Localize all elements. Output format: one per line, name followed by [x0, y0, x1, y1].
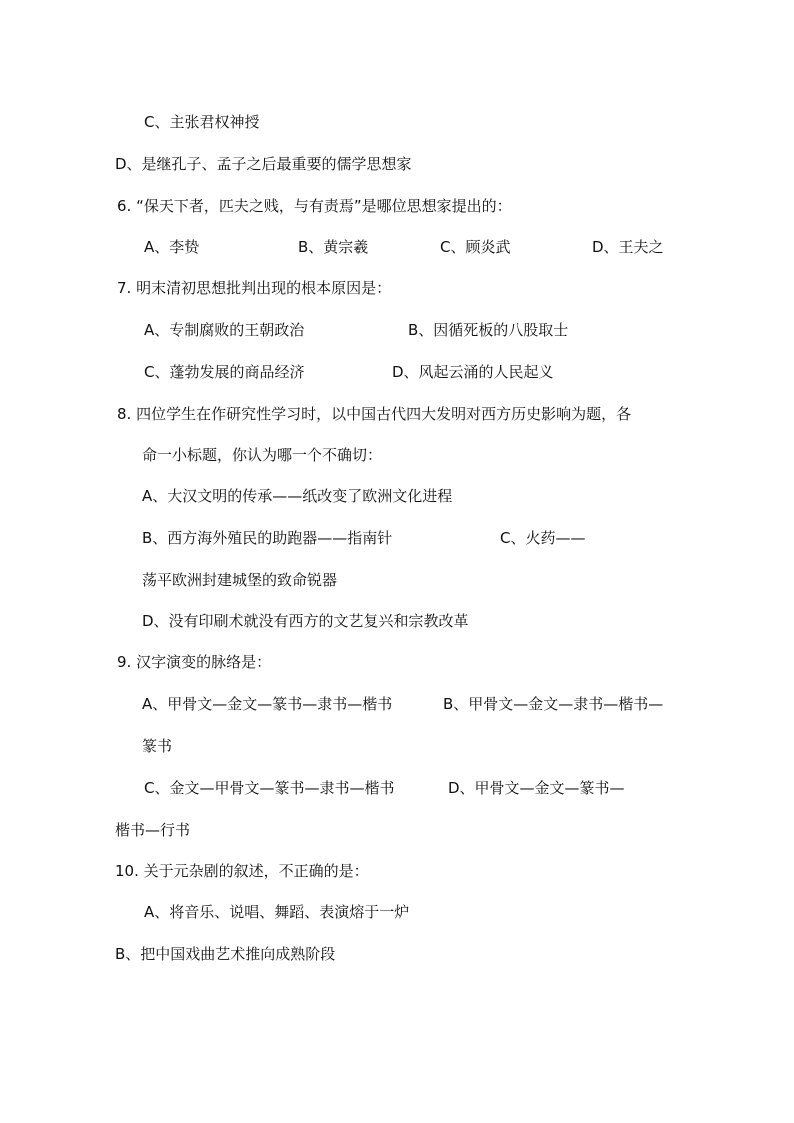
question-9: 9. 汉字演变的脉络是：	[117, 653, 272, 671]
option-a-q7: A、专制腐败的王朝政治	[144, 321, 305, 339]
option-b-q9: B、甲骨文—金文—隶书—楷书—	[443, 695, 664, 713]
question-8: 8. 四位学生在作研究性学习时，以中国古代四大发明对西方历史影响为题，各	[117, 405, 632, 423]
option-a-q8: A、大汉文明的传承——纸改变了欧洲文化进程	[142, 487, 453, 505]
option-d-q9: D、甲骨文—金文—篆书—	[448, 779, 625, 797]
option-d-q7: D、风起云涌的人民起义	[392, 363, 554, 381]
option-d-q6: D、王夫之	[592, 238, 664, 256]
option-d-q8: D、没有印刷术就没有西方的文艺复兴和宗教改革	[142, 612, 469, 630]
option-a-q9: A、甲骨文—金文—篆书—隶书—楷书	[142, 695, 393, 713]
option-b-q10: B、把中国戏曲艺术推向成熟阶段	[115, 945, 336, 963]
option-b-q7: B、因循死板的八股取士	[408, 321, 569, 339]
option-c-q9: C、金文—甲骨文—篆书—隶书—楷书	[144, 779, 395, 797]
option-c-q6: C、顾炎武	[440, 238, 511, 256]
option-b-q9-continued: 篆书	[142, 737, 173, 755]
question-10: 10. 关于元杂剧的叙述，不正确的是：	[115, 862, 369, 880]
option-b-q6: B、黄宗羲	[298, 238, 369, 256]
option-c-q7: C、蓬勃发展的商品经济	[144, 363, 305, 381]
option-a-q6: A、李贽	[144, 238, 200, 256]
option-b-q8: B、西方海外殖民的助跑器——指南针	[142, 529, 393, 547]
question-6: 6. “保天下者，匹夫之贱，与有责焉”是哪位思想家提出的：	[117, 197, 512, 215]
option-d-q5: D、是继孔子、孟子之后最重要的儒学思想家	[115, 155, 412, 173]
question-8-continued: 命一小标题，你认为哪一个不确切：	[142, 446, 383, 464]
question-7: 7. 明末清初思想批判出现的根本原因是：	[117, 279, 392, 297]
option-a-q10: A、将音乐、说唱、舞蹈、表演熔于一炉	[144, 903, 410, 921]
option-d-q9-continued: 楷书—行书	[115, 821, 191, 839]
option-c-q8: C、火药——	[500, 529, 586, 547]
option-c-q8-continued: 荡平欧洲封建城堡的致命锐器	[142, 571, 338, 589]
option-c-q5: C、主张君权神授	[144, 113, 260, 131]
